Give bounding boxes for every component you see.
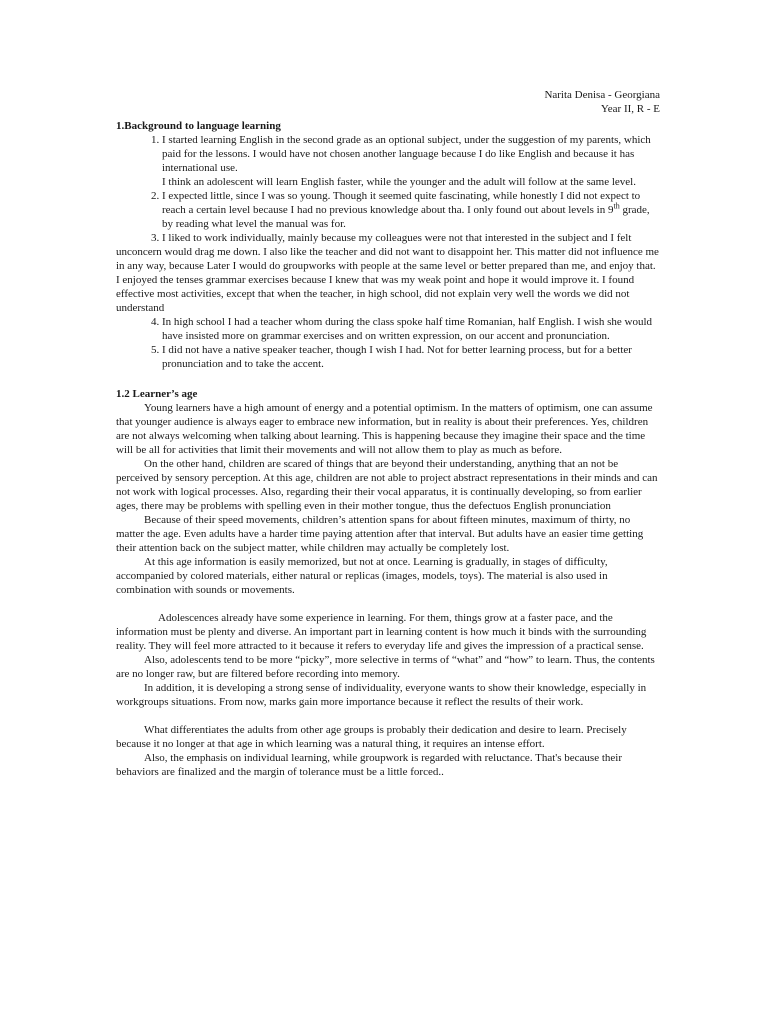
list-item-text-part: grade, by reading what level the manual was for.	[162, 204, 650, 230]
paragraph: Young learners have a high amount of energy and a potential optimism. In the matters of optimism, one can assume that younger audience is always eager to embrace new information, but in reality is about their preferences. Yes, children are not always welcoming when talking about learning. This is happening because they imagine their space and the time will be all for activities that limit their movements and will not allow them to play as much as before.	[116, 402, 653, 456]
author-header	[116, 88, 660, 116]
list-item-text: 1. I started learning English in the second grade as an optional subject, under the suggestion of my parents, which paid for the lessons. I would have not chosen another language because I do like English and because it has international use.	[162, 134, 651, 174]
section-1-heading: 1.Background to language learning	[116, 120, 281, 132]
list-item-text	[162, 189, 660, 231]
list-item-text: 3. I liked to work individually, mainly because my colleagues were not that interested in the subject and I felt	[162, 232, 632, 244]
paragraph: Also, adolescents tend to be more “picky”, more selective in terms of “what” and “how” to learn. Thus, the contents are no longer raw, but are filtered before recording into memory.	[116, 654, 655, 680]
list-item-text-continued: I think an adolescent will learn English faster, while the younger and the adult will follow at the same level.	[162, 176, 636, 188]
paragraph: Because of their speed movements, children’s attention spans for about fifteen minutes, maximum of thirty, no matter the age. Even adults have a harder time paying attention after that interval. But adults have an easier time getting their attention back on the subject matter, while children may actually be completely lost.	[116, 514, 644, 554]
paragraph: What differentiates the adults from other age groups is probably their dedication and desire to learn. Precisely because it no longer at that age in which learning was a natural thing, it requires an intense effort.	[116, 724, 627, 750]
list-item	[162, 189, 660, 231]
list-item	[162, 315, 660, 343]
list-item	[162, 343, 660, 371]
list-item	[162, 133, 660, 189]
spacer	[116, 597, 660, 611]
paragraph: At this age information is easily memorized, but not at once. Learning is gradually, in stages of difficulty, accompanied by colored materials, either natural or replicas (images, models, toys). The material is also used in combination with sounds or movements.	[116, 556, 608, 596]
author-name: Narita Denisa - Georgiana	[544, 89, 660, 101]
list-item	[116, 231, 660, 315]
background-list	[116, 133, 660, 371]
list-item-text: 4. In high school I had a teacher whom during the class spoke half time Romanian, half English. I wish she would have insisted more on grammar exercises and on written expression, on our accent and pronunciation.	[162, 316, 653, 342]
list-item-text-part: I expected little, since I was so young. Though it seemed quite fascinating, while honestly I did not expect to reach a certain level because I had no previous knowledge about tha. I only found out about levels in 9	[162, 190, 641, 216]
paragraph: Adolescences already have some experience in learning. For them, things grow at a faster pace, and the information must be plenty and diverse. An important part in learning content is how much it binds with the surrounding reality. They will feel more attracted to it because it refers to everyday life and gives the impression of a practical sense.	[116, 612, 647, 652]
paragraph: On the other hand, children are scared of things that are beyond their understanding, anything that an not be perceived by sensory perception. At this age, children are not able to project abstract representations in their minds and can not work with logical processes. Also, regarding their their vocal apparatus, it is continually developing, so from earlier ages, there may be problems with spelling even in their mother tongue, thus the defectuos English pronunciation	[116, 458, 658, 512]
paragraph: In addition, it is developing a strong sense of individuality, everyone wants to show their knowledge, especially in workgroups situations. From now, marks gain more importance because it reflect the results of their work.	[116, 682, 647, 708]
list-item-text: 5. I did not have a native speaker teacher, though I wish I had. Not for better learning process, but for a better pronunciation and to take the accent.	[162, 344, 632, 370]
paragraph: Also, the emphasis on individual learning, while groupwork is regarded with reluctance. That's because their behaviors are finalized and the margin of tolerance must be a little forced..	[116, 752, 623, 778]
spacer	[116, 709, 660, 723]
section-2-heading: 1.2 Learner’s age	[116, 388, 198, 400]
author-year: Year II, R - E	[600, 103, 660, 115]
ordinal-superscript: th	[613, 201, 620, 211]
list-item-text-continued: unconcern would drag me down. I also like the teacher and did not want to disappoint her. This matter did not influence me in any way, because Later I would do groupworks with people at the same level or better prepared than me, and enjoy that. I enjoyed the tenses grammar exercises because I knew that was my weak point and hope it would improve it. I found effective most activities, except that when the teacher, in high school, did not explain very well the words we did not understand	[116, 246, 659, 314]
